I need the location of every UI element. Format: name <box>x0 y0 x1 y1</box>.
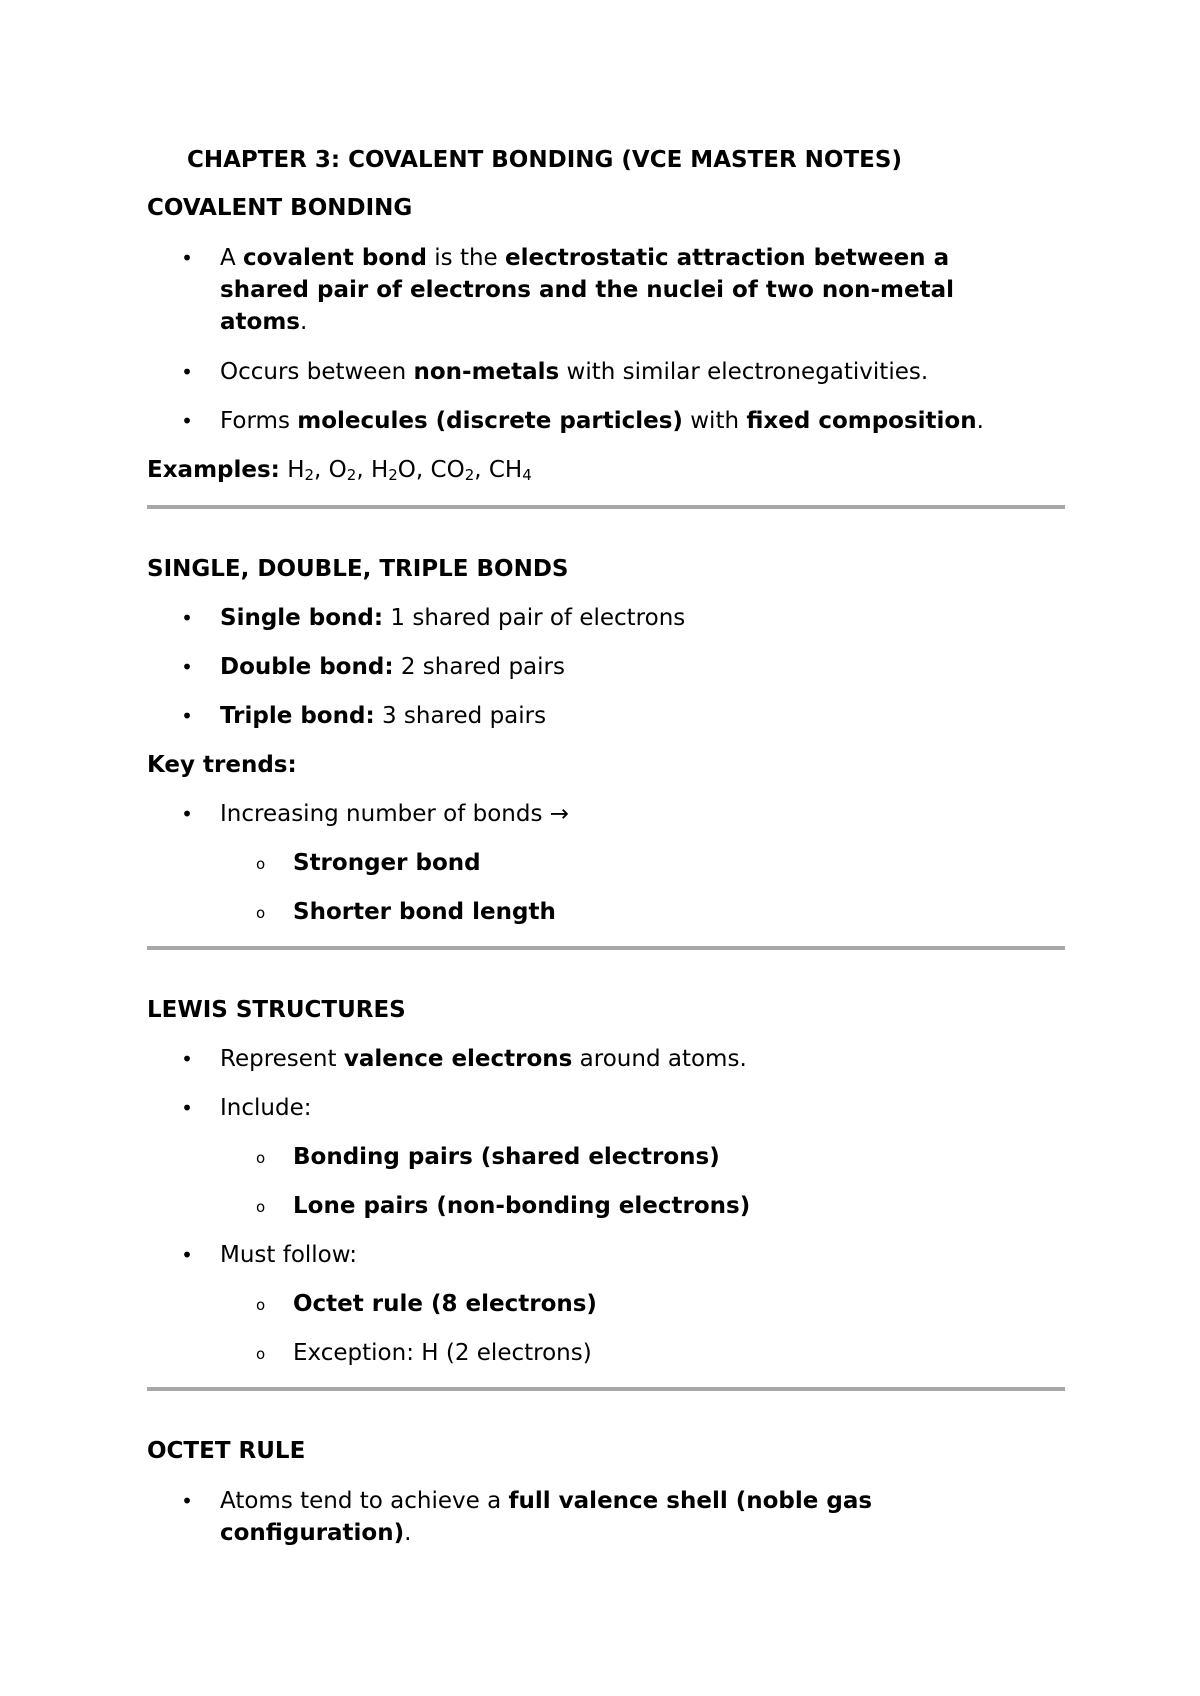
section-heading-bond-types: SINGLE, DOUBLE, TRIPLE BONDS <box>147 556 569 582</box>
valence-electrons-item: Represent valence electrons around atoms. <box>220 1046 747 1072</box>
covalent-bond-definition-line-2: shared pair of electrons and the nuclei of two non-metal <box>220 277 954 303</box>
bullet-icon: • <box>181 246 193 270</box>
circle-bullet-icon: o <box>256 1149 266 1167</box>
triple-bond-item: Triple bond: 3 shared pairs <box>220 703 547 729</box>
bullet-icon: • <box>181 704 193 728</box>
bullet-icon: • <box>181 1243 193 1267</box>
circle-bullet-icon: o <box>256 904 266 922</box>
section-divider <box>147 1387 1065 1391</box>
bullet-icon: • <box>181 606 193 630</box>
shorter-bond-item: Shorter bond length <box>293 899 556 925</box>
full-valence-shell-line-2: configuration). <box>220 1520 412 1546</box>
bullet-icon: • <box>181 1489 193 1513</box>
increasing-bonds-item: Increasing number of bonds → <box>220 801 570 827</box>
example-h2o: $H_2O$ <box>370 457 416 484</box>
covalent-bond-definition-line-3: atoms. <box>220 309 308 335</box>
covalent-bond-definition-line-1: A covalent bond is the electrostatic attraction between a <box>220 245 950 271</box>
circle-bullet-icon: o <box>256 1198 266 1216</box>
section-heading-octet-rule: OCTET RULE <box>147 1438 306 1464</box>
full-valence-shell-line-1: Atoms tend to achieve a full valence shell (noble gas <box>220 1488 873 1514</box>
hydrogen-exception-item: Exception: H (2 electrons) <box>293 1340 592 1366</box>
section-heading-covalent-bonding: COVALENT BONDING <box>147 195 413 221</box>
circle-bullet-icon: o <box>256 1296 266 1314</box>
bullet-icon: • <box>181 655 193 679</box>
molecules-bullet: Forms molecules (discrete particles) with fixed composition. <box>220 408 984 434</box>
stronger-bond-item: Stronger bond <box>293 850 481 876</box>
must-follow-item: Must follow: <box>220 1242 358 1268</box>
single-bond-item: Single bond: 1 shared pair of electrons <box>220 605 686 631</box>
bullet-icon: • <box>181 409 193 433</box>
double-bond-item: Double bond: 2 shared pairs <box>220 654 565 680</box>
page-title: CHAPTER 3: COVALENT BONDING (VCE MASTER NOTES) <box>187 147 902 173</box>
bonding-pairs-item: Bonding pairs (shared electrons) <box>293 1144 720 1170</box>
bullet-icon: • <box>181 1047 193 1071</box>
bullet-icon: • <box>181 360 193 384</box>
bullet-icon: • <box>181 1096 193 1120</box>
bullet-icon: • <box>181 802 193 826</box>
circle-bullet-icon: o <box>256 855 266 873</box>
examples-line: Examples: $H_2$, $O_2$, $H_2O$, $CO_2$, $CH_4$ <box>147 457 532 484</box>
example-o2: $O_2$ <box>328 457 357 484</box>
lone-pairs-item: Lone pairs (non-bonding electrons) <box>293 1193 751 1219</box>
circle-bullet-icon: o <box>256 1345 266 1363</box>
key-trends-label: Key trends: <box>147 752 297 778</box>
section-divider <box>147 505 1065 509</box>
example-h2: $H_2$ <box>287 457 315 484</box>
non-metals-bullet: Occurs between non-metals with similar electronegativities. <box>220 359 929 385</box>
section-divider <box>147 946 1065 950</box>
example-co2: $CO_2$ <box>430 457 475 484</box>
section-heading-lewis-structures: LEWIS STRUCTURES <box>147 997 406 1023</box>
octet-rule-item: Octet rule (8 electrons) <box>293 1291 597 1317</box>
example-ch4: $CH_4$ <box>488 457 532 484</box>
include-item: Include: <box>220 1095 312 1121</box>
